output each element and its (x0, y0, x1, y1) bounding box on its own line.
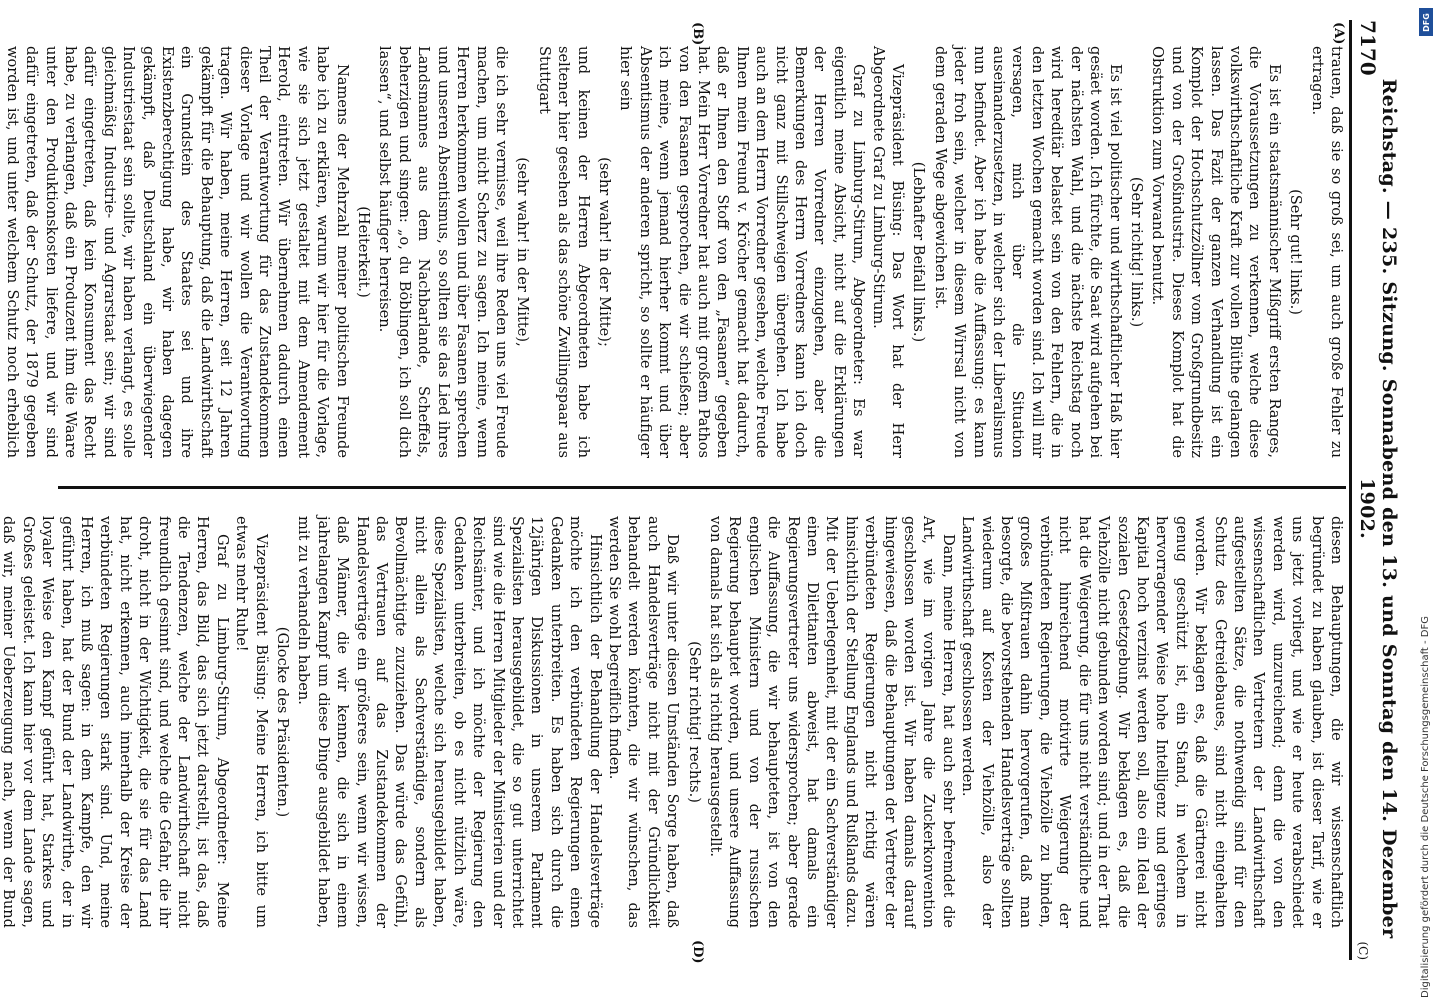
margin-mark-b: (B) (690, 22, 705, 46)
paragraph: Hinsichtlich der Behandlung der Handelsverträge möchte ich den verbündeten Regierungen einen Gedanken unterbreiten. Es haben sich durch die 12jährigen Diskussionen in unserem Parlament Spezialisten herausgebildet, die so gut unterrichtet sind wie die Herren Mitglieder der Ministerien und der Reichsämter, und ich möchte der Regierung den Gedanken unterbreiten, ob es nicht nützlich wäre, diese Spezialisten, welche sich herausgebildet haben, nicht allein als Sachverständige, sondern als Bevollmächtigte zuzuziehen. Das würde das Gefühl, das Vertrauen auf das Zustandekommen der Handelsverträge ein größeres sein, wenn wir wissen, daß Männer, die wir kennen, die sich in einem jahrelangen Kampf um diese Dinge ausgebildet haben, mit zu verhandeln haben. (295, 516, 604, 928)
running-header (1349, 20, 1400, 960)
stage-direction: (Glocke des Präsidenten.) (274, 626, 292, 818)
paragraph-speech: Graf zu Limburg-Stirum, Abgeordneter: Es war eigentlich meine Absicht, nicht auf die Erklärungen der Herren Vorredner einzugehen, aber die Bemerkungen des Herrn Vorredners kann ich doch nicht ganz mit Stillschweigen übergehen. Ich habe auch an dem Herrn Vorredner gesehen, welche Freude Ihnen mein Freund v. Kröcher gemacht hat dadurch, daß er Ihnen den Stoff von den „Fasanen“ gegeben hat. Mein Herr Vorredner hat auch mit großem Pathos von den Fasanen gesprochen, die wir schießen; aber ich meine, wenn jemand hierher kommt und über Absentismus der anderen spricht, so sollte er häufiger hier sein (617, 46, 868, 458)
credit-text: Digitalisierung gefördert durch die Deutsche Forschungsgemeinschaft - DFG (1420, 615, 1431, 998)
paragraph: Es ist ein staatsmännischer Mißgriff ersten Ranges, die Voraussetzungen zu verkennen, welche diese volkswirthschaftliche Kraft zur vollen Blüthe gelangen lassen. Das Fazit der ganzen Verhandlung ist ein Komplot der Hochschutzzöllner vom Großgrundbesitz und von der Großindustrie. Dieses Komplot hat die Obstruktion zum Vorwand benutzt. (1149, 46, 1283, 458)
paragraph: Namens der Mehrzahl meiner politischen Freunde habe ich zu erklären, warum wir hier für die Vorlage, wie sie sich jetzt gestaltet mit dem Amendement Herold, eintreten. Wir übernehmen dadurch einen Theil der Verantwortung für das Zustandekommen dieser Vorlage und wir wollen die Verantwortung tragen. Wir haben, meine Herren, seit 12 Jahren gekämpft für die Behauptung, daß die Landwirthschaft ein Grundstein des Staates sei und ihre Existenzberechtigung habe, wir haben dagegen gekämpft, daß Deutschland ein überwiegender Industriestaat sein sollte, wir haben verlangt, es solle gleichmäßig Industrie- und Agrarstaat sein; wir sind dafür eingetreten, daß kein Konsument das Recht habe, zu verlangen, daß ein Produzent ihm die Waare unter den Produktionskosten liefere, und wir sind dafür eingetreten, daß der Schutz, der 1879 gegeben worden ist, und unter welchem Schutz noch erheblich (3, 46, 351, 458)
paragraph-speaker-call: Vizepräsident Büsing: Meine Herren, ich bitte um etwas mehr Ruhe! (233, 516, 270, 928)
stage-direction: (Sehr gut! links.) (1287, 189, 1305, 315)
stage-direction: (sehr wahr! in der Mitte); (595, 157, 613, 347)
running-title: Reichstag. — 235. Sitzung. Sonnabend den 13. und Sonntag den 14. Dezember 1902. (1356, 78, 1400, 939)
stage-direction: (Sehr richtig! links.) (1127, 176, 1145, 328)
page-upright (0, 10, 1410, 970)
digitization-credit (1418, 8, 1434, 1000)
stage-direction: (Sehr richtig! rechts.) (685, 641, 703, 803)
stage-direction: (Heiterkeit.) (355, 206, 373, 298)
paragraph: Es ist viel politischer und wirthschaftlicher Haß hier gesäet worden. Ich fürchte, die Saat wird aufgehen bei der nächsten Wahl, und die nächste Reichstag noch wird hereditär belastet sein von den Fehlern, die in den letzten Wochen gemacht worden sind. Ich will mir versagen, mich über die Situation auseinanderzusetzen, in welcher sich der Liberalismus nun befindet. Aber ich habe die Auffassung: es kann jeder froh sein, welcher in diesem Wirrsal nicht von dem geraden Wege abgewichen ist. (931, 46, 1124, 458)
margin-mark-a: (A) (1331, 22, 1346, 45)
paragraph: die ich sehr vermisse, weil ihre Reden uns viel Freude machen, um nicht Scherz zu sagen. Ich meine, wenn Herren herkommen wollen und über Fasanen sprechen und unseren Absentismus, so sollten sie das Lied ihres Landsmannes aus dem Nachbarlande, Scheffels, beherzigen und singen: „o, du Böblingen, ich soll dich lassen“, und selbst häufiger herreisen. (376, 46, 510, 458)
paragraph-speaker-call: Vizepräsident Büsing: Das Wort hat der Herr Abgeordnete Graf zu Limburg-Stirum. (869, 46, 907, 458)
page-number: 7170 (1356, 20, 1380, 76)
paragraph: trauen, daß sie so groß sei, um auch große Fehler zu ertragen. (1308, 46, 1345, 458)
margin-mark-d: (D) (690, 940, 705, 964)
column-divider (58, 486, 1346, 489)
paragraph: diesen Behauptungen, die wir wissenschaftlich begründet zu haben glauben, ist dieser Tarif, wie er uns jetzt vorliegt, und wie er heute verabschiedet werden wird, unzureichend; denn die von den wissenschaftlichen Vertretern der Landwirthschaft aufgestellten Sätze, die nothwendig sind für den Schutz des Getreidebaues, sind nicht eingehalten worden. Wir beklagen es, daß die Gärtnerei nicht genug geschützt ist, ein Stand, in welchem in hervorragender Weise hohe Intelligenz und geringes Kapital hoch verzinst werden soll, also ein Ideal der sozialen Gesetzgebung. Wir beklagen es, daß die Viehzölle nicht gebunden worden sind; und in der That hat die Weigerung, die für uns nicht verständliche und nicht hinreichend motivirte Weigerung der verbündeten Regierungen, die Viehzölle zu binden, großes Mißtrauen dahin hervorgerufen, daß man besorgte, die bevorstehenden Handelsverträge sollten wiederum auf Kosten der Viehzölle, also der Landwirthschaft geschlossen werden. (959, 516, 1345, 928)
paragraph: und keinen der Herren Abgeordneten habe ich seltener hier gesehen als das schöne Zwillingspaar aus Stuttgart (535, 46, 592, 458)
paragraph-speech: Graf zu Limburg-Stirum, Abgeordneter: Meine Herren, das Bild, das sich jetzt darstellt, ist das, daß die Tendenzen, welche der Landwirthschaft nicht freundlich gesinnt sind, und welche die Gefahr, die ihr droht, nicht in der Wichtigkeit, die sie für das Land hat, nicht erkennen, auch innerhalb der Kreise der verbündeten Regierungen stark sind. Und, meine Herren, ich muß sagen: in dem Kampfe, den wir geführt haben, hat der Bund der Landwirthe, der in loyaler Weise den Kampf geführt hat, Starkes und Großes geleistet. Ich kann hier vor dem Lande sagen, daß wir, meiner Ueberzeugung nach, wenn der Bund (0, 516, 231, 928)
stage-direction: (sehr wahr! in der Mitte), (514, 157, 532, 347)
paragraph: Daß wir unter diesen Umständen Sorge haben, daß auch Handelsverträge nicht mit der Gründlichkeit behandelt werden könnten, die wir wünschen, das werden Sie wohl begreiflich finden. (605, 516, 682, 928)
dfg-logo-text: DFG (1421, 12, 1431, 32)
text-column-left (3, 46, 1346, 458)
stage-direction: (Lebhafter Beifall links.) (910, 161, 928, 343)
scanned-page (0, 10, 1410, 970)
paragraph: Dann, meine Herren, hat auch sehr befremdet die Art, wie im vorigen Jahre die Zuckerkonvention geschlossen worden ist. Wir haben damals darauf hingewiesen, daß die Behauptungen der Vertreter der verbündeten Regierungen nicht richtig wären hinsichtlich der Stellung Englands und Rußlands dazu. Mit der Ueberlegenheit, mit der ein Sachverständiger einen Dilettanten abweist, hat damals ein Regierungsvertreter uns widersprochen; aber gerade die Auffassung, die wir behaupteten, ist von den englischen Ministern und von der russischen Regierung behauptet worden, und unsere Auffassung von damals hat sich als richtig herausgestellt. (707, 516, 957, 928)
text-column-right (0, 516, 1346, 928)
margin-mark-top-right: (C) (1356, 941, 1370, 960)
